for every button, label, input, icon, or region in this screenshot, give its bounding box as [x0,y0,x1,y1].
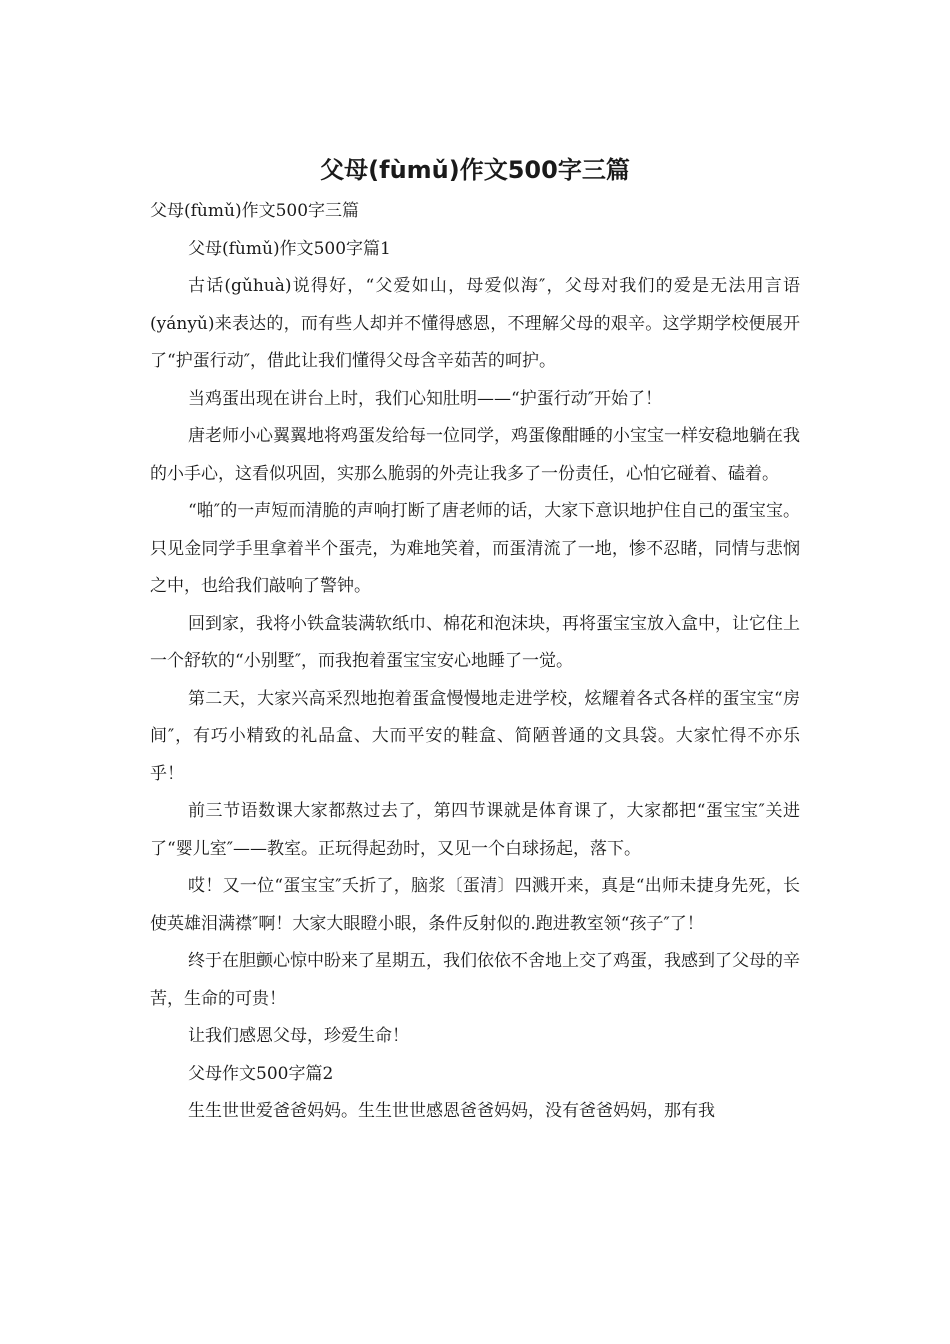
paragraph: 回到家，我将小铁盒装满软纸巾、棉花和泡沫块，再将蛋宝宝放入盒中，让它住上一个舒软的“小别墅″，而我抱着蛋宝宝安心地睡了一觉。 [150,613,800,671]
document-body [150,193,800,1131]
subtitle-paragraph: 父母(fùmǔ)作文500字三篇 [150,201,360,221]
paragraph: 终于在胆颤心惊中盼来了星期五，我们依依不舍地上交了鸡蛋，我感到了父母的辛苦，生命的可贵！ [150,951,800,1009]
section-heading-1: 父母(fùmǔ)作文500字篇1 [188,238,391,259]
paragraph: 古话(gǔhuà)说得好，“父爱如山，母爱似海″，父母对我们的爱是无法用言语(yányǔ)来表达的，而有些人却并不懂得感恩，不理解父母的艰辛。这学期学校便展开了“护蛋行动″，借此让我们懂得父母含辛茹苦的呵护。 [150,276,800,371]
paragraph: 哎！又一位“蛋宝宝″夭折了，脑浆〔蛋清〕四溅开来，真是“出师未捷身先死，长使英雄泪满襟″啊！大家大眼瞪小眼，条件反射似的.跑进教室领“孩子″了！ [150,876,800,934]
paragraph: “啪″的一声短而清脆的声响打断了唐老师的话，大家下意识地护住自己的蛋宝宝。只见金同学手里拿着半个蛋壳，为难地笑着，而蛋清流了一地，惨不忍睹，同情与悲悯之中，也给我们敲响了警钟。 [150,501,800,596]
document-title: 父母(fùmǔ)作文500字三篇 [320,156,630,184]
paragraph: 第二天，大家兴高采烈地抱着蛋盒慢慢地走进学校，炫耀着各式各样的蛋宝宝“房间″，有巧小精致的礼品盒、大而平安的鞋盒、简陋普通的文具袋。大家忙得不亦乐乎！ [150,688,800,784]
paragraph: 让我们感恩父母，珍爱生命！ [188,1026,409,1046]
paragraph: 唐老师小心翼翼地将鸡蛋发给每一位同学，鸡蛋像酣睡的小宝宝一样安稳地躺在我的小手心，这看似巩固，实那么脆弱的外壳让我多了一份责任，心怕它碰着、磕着。 [150,426,800,484]
paragraph: 生生世世爱爸爸妈妈。生生世世感恩爸爸妈妈，没有爸爸妈妈，那有我 [188,1101,715,1121]
section-heading-2: 父母作文500字篇2 [188,1063,334,1084]
paragraph: 当鸡蛋出现在讲台上时，我们心知肚明——“护蛋行动″开始了！ [188,388,663,409]
paragraph: 前三节语数课大家都熬过去了，第四节课就是体育课了，大家都把“蛋宝宝″关进了“婴儿室″——教室。正玩得起劲时，又见一个白球扬起，落下。 [150,801,800,859]
